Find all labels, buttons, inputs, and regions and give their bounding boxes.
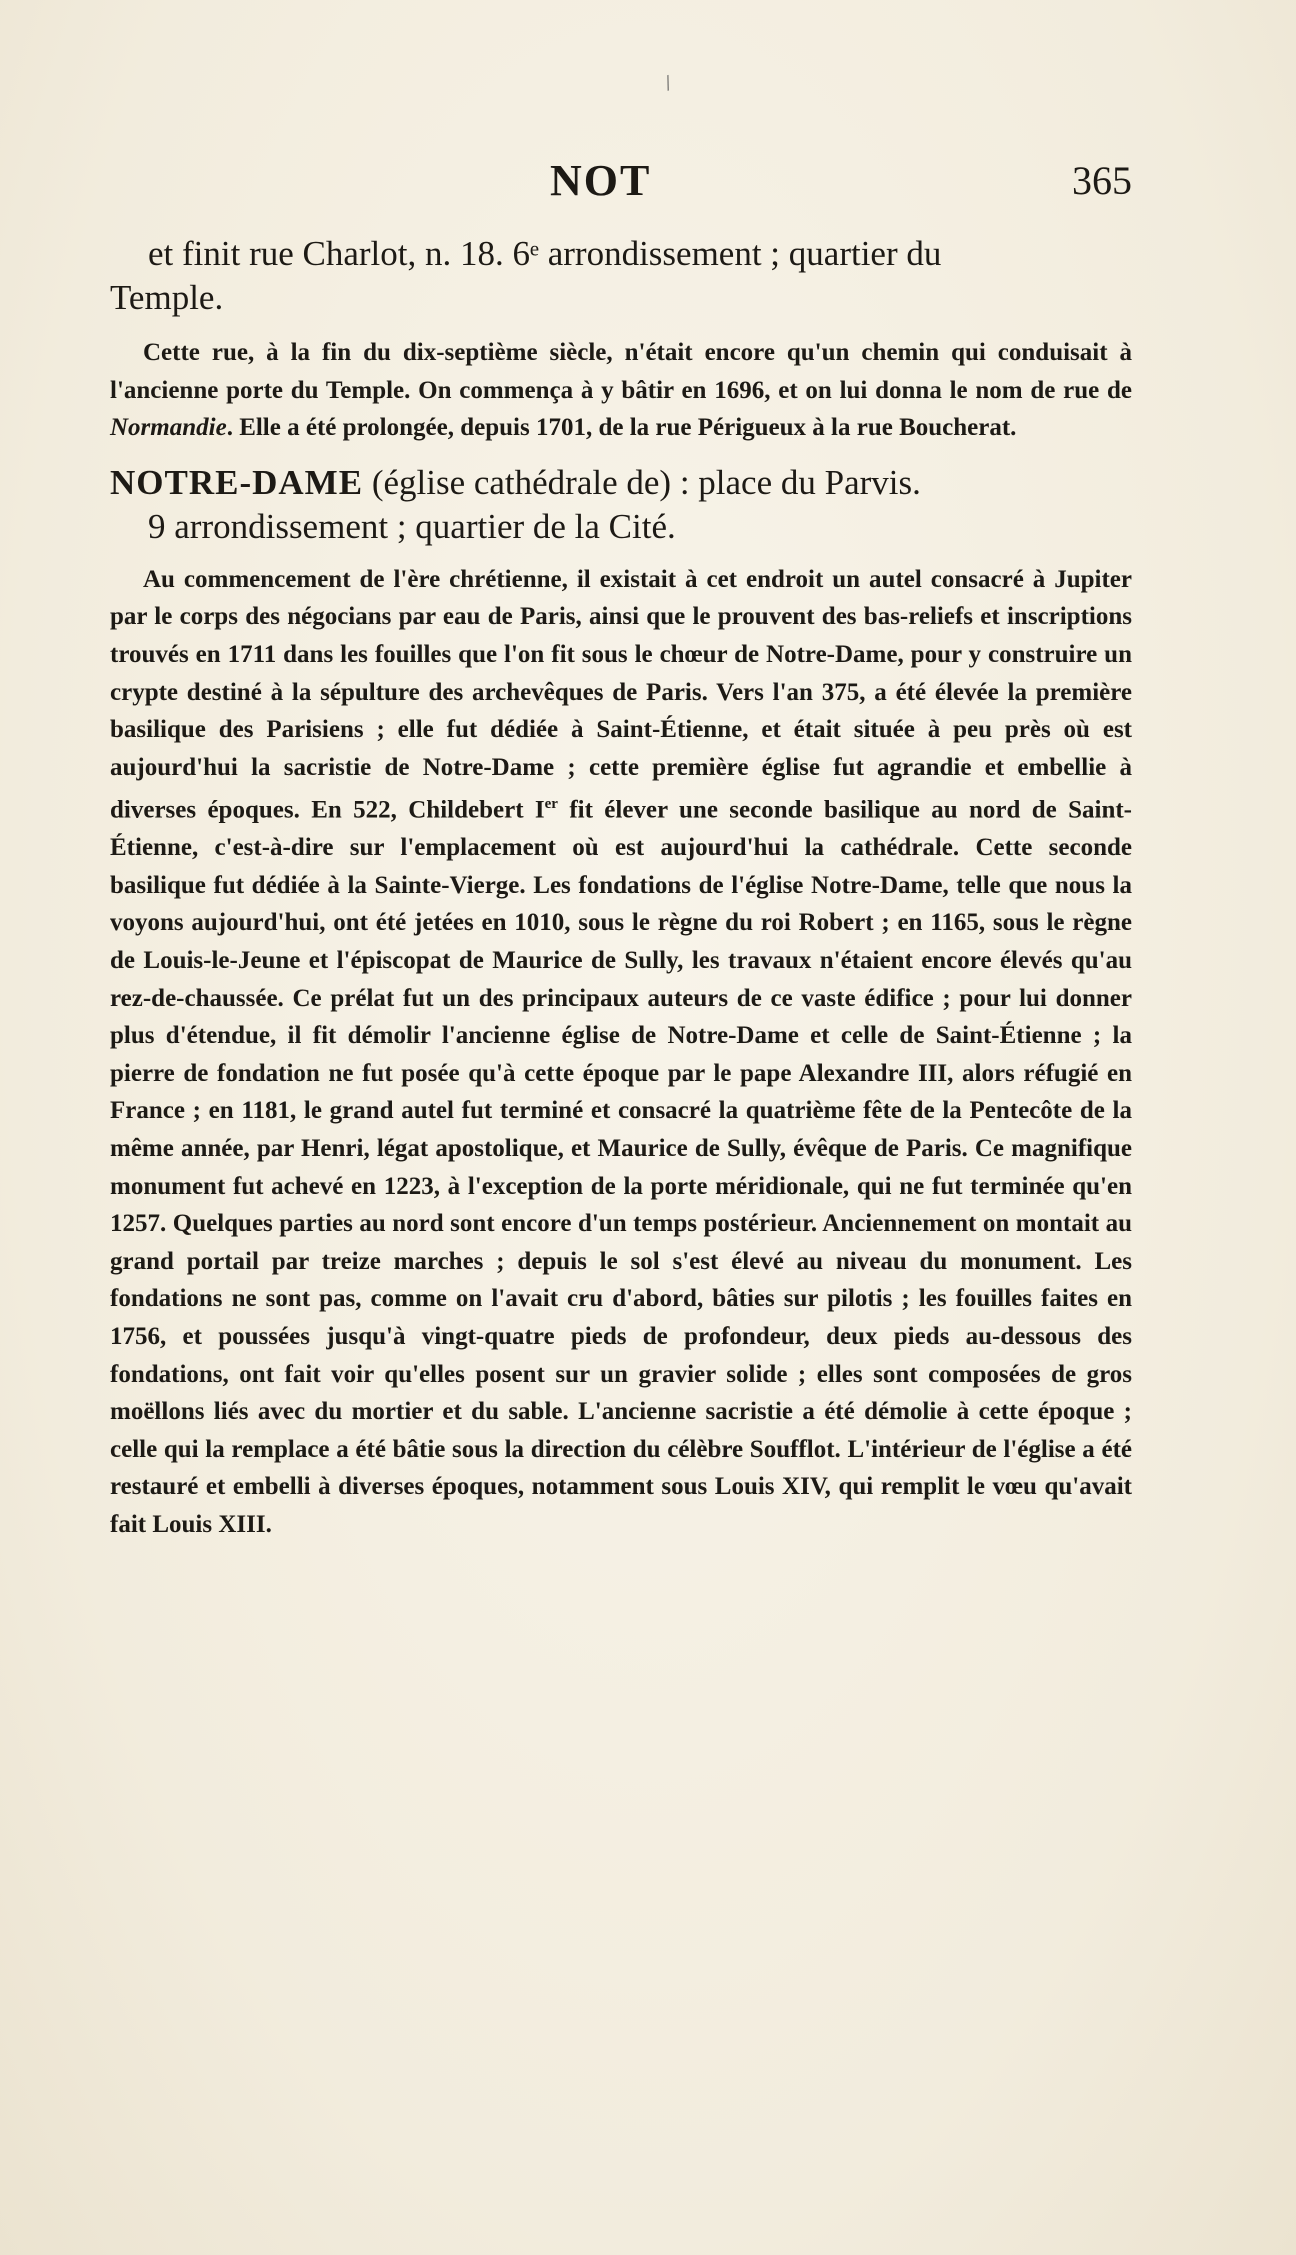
paragraph-rue-de-normandie: [110, 334, 1132, 447]
paragraph-text: . Elle a été prolongée, depuis 1701, de la rue Périgueux à la rue Boucherat.: [226, 414, 1017, 442]
paragraph-text: Au commencement de l'ère chrétienne, il existait à cet endroit un autel consacré à Jupiter par le corps des négocians par eau de Paris, ainsi que le prouvent des bas-reliefs et inscriptions trouvés en 1711 dans les fouilles que l'on fit sous le chœur de Notre-Dame, pour y construire un crypte destiné à la sépulture des archevêques de Paris. Vers l'an 375, a été élevée la première basilique des Parisiens ; elle fut dédiée à Saint-Étienne, et était située à peu près où est aujourd'hui la sacristie de Notre-Dame ; cette première église fut agrandie et embellie à diverses époques. En 522, Childebert I: [110, 565, 1132, 824]
entry-heading: [110, 461, 1132, 549]
continuation-line-1: et finit rue Charlot, n. 18. 6ᵉ arrondissement ; quartier du: [148, 234, 942, 273]
italic-street-name: Normandie: [110, 414, 227, 442]
page-header: [110, 155, 1132, 215]
paragraph-notre-dame-history: [110, 561, 1132, 1544]
entry-location: 9 arrondissement ; quartier de la Cité.: [148, 506, 676, 546]
continuation-line-2: Temple.: [110, 278, 224, 317]
entry-continuation: [110, 232, 1132, 320]
text-block: [110, 232, 1132, 1544]
paragraph-text: Cette rue, à la fin du dix-septième siècle, n'était encore qu'un chemin qui conduisait à l'ancienne porte du Temple. On commença à y bâtir en 1696, et on lui donna le nom de rue de: [110, 339, 1132, 404]
entry-name: NOTRE-DAME: [110, 462, 364, 502]
page-number: 365: [1072, 158, 1132, 203]
margin-mark: /: [660, 69, 676, 96]
entry-description: (église cathédrale de) : place du Parvis.: [363, 462, 921, 502]
running-head: NOT: [550, 156, 652, 205]
paragraph-text: fit élever une seconde basilique au nord de Saint-Étienne, c'est-à-dire sur l'emplacement où est aujourd'hui la cathédrale. Cette seconde basilique fut dédiée à la Sainte-Vierge. Les fondations de l'église Notre-Dame, telle que nous la voyons aujourd'hui, ont été jetées en 1010, sous le règne du roi Robert ; en 1165, sous le règne de Louis-le-Jeune et l'épiscopat de Maurice de Sully, les travaux n'étaient encore élevés qu'au rez-de-chaussée. Ce prélat fut un des principaux auteurs de ce vaste édifice ; pour lui donner plus d'étendue, il fit démolir l'ancienne église de Notre-Dame et celle de Saint-Étienne ; la pierre de fondation ne fut posée qu'à cette époque par le pape Alexandre III, alors réfugié en France ; en 1181, le grand autel fut terminé et consacré la quatrième fête de la Pentecôte de la même année, par Henri, légat apostolique, et Maurice de Sully, évêque de Paris. Ce magnifique monument fut achevé en 1223, à l'exception de la porte méridionale, qui ne fut terminée qu'en 1257. Quelques parties au nord sont encore d'un temps postérieur. Anciennement on montait au grand portail par treize marches ; depuis le sol s'est élevé au niveau du monument. Les fondations ne sont pas, comme on l'avait cru d'abord, bâties sur pilotis ; les fouilles faites en 1756, et poussées jusqu'à vingt-quatre pieds de profondeur, deux pieds au-dessous des fondations, ont fait voir qu'elles posent sur un gravier solide ; elles sont composées de gros moëllons liés avec du mortier et du sable. L'ancienne sacristie a été démolie à cette époque ; celle qui la remplace a été bâtie sous la direction du célèbre Soufflot. L'intérieur de l'église a été restauré et embelli à diverses époques, notamment sous Louis XIV, qui remplit le vœu qu'avait fait Louis XIII.: [110, 796, 1132, 1538]
superscript: er: [544, 796, 558, 813]
